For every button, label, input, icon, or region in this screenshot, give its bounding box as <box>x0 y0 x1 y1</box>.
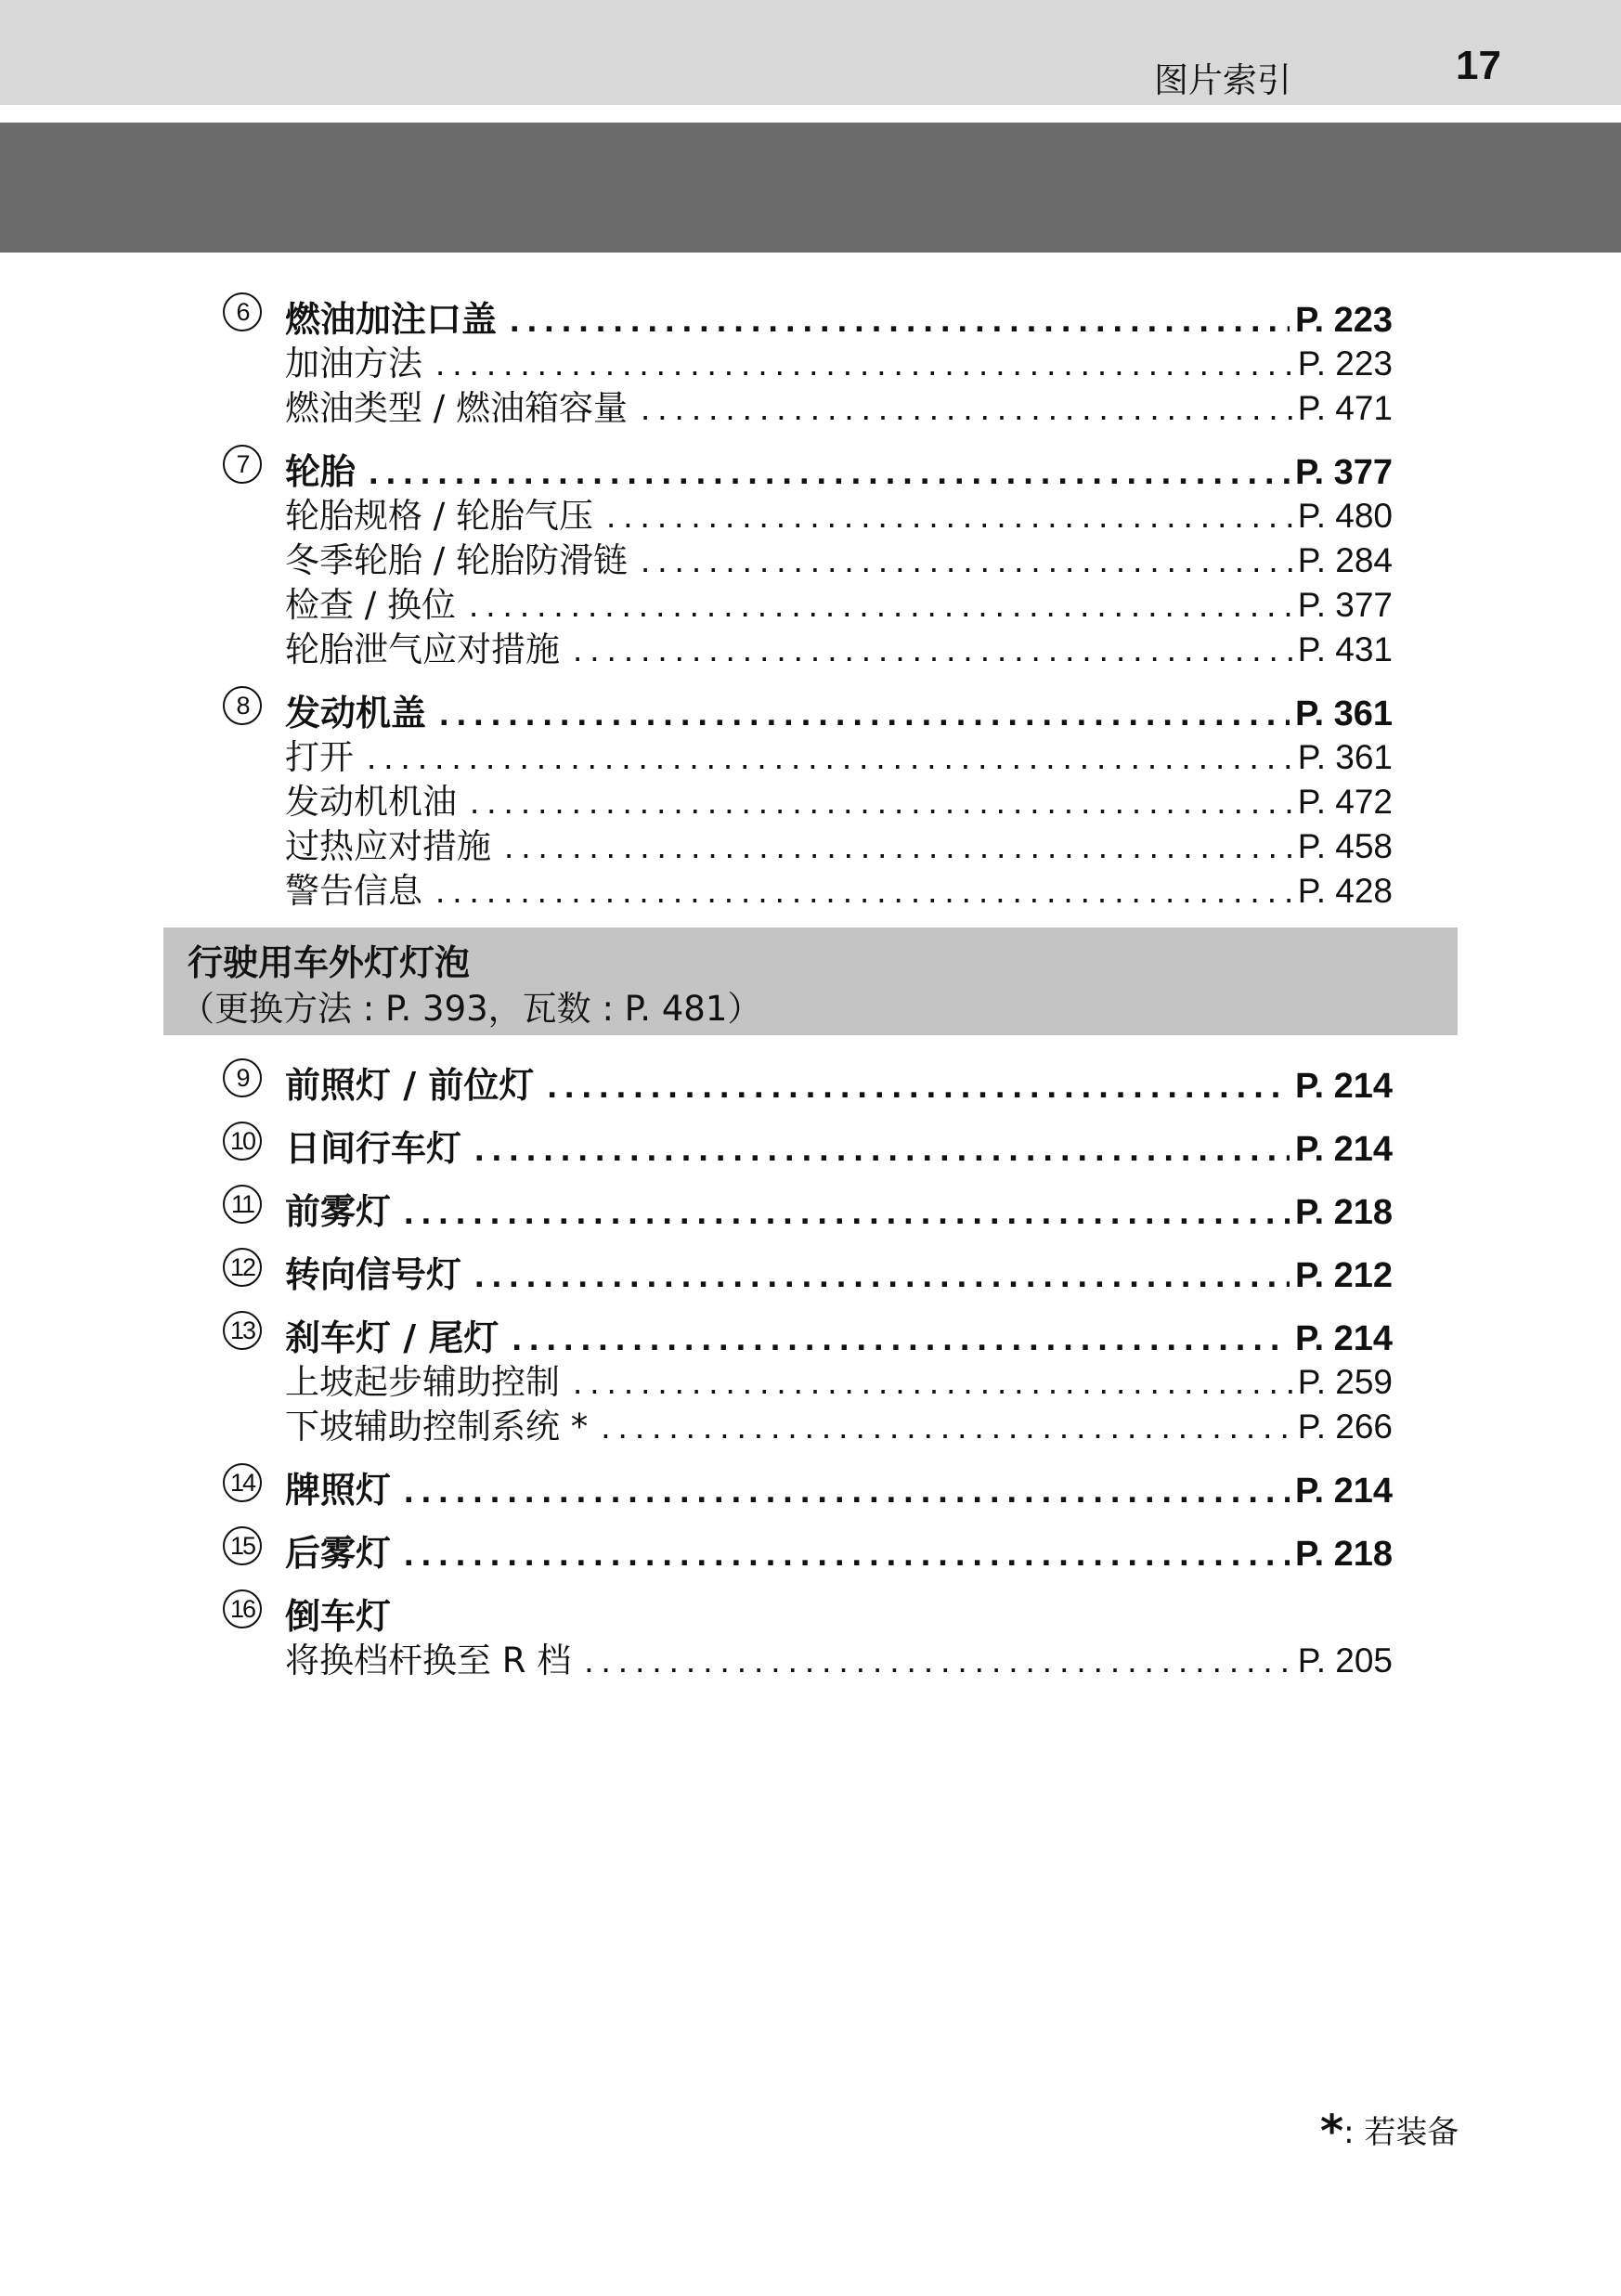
page-reference: P. 361 <box>1297 738 1393 776</box>
item-number-badge: 9 <box>223 1058 262 1097</box>
footnote-star: * <box>1320 2106 1344 2158</box>
page-reference: P. 214 <box>1295 1130 1393 1169</box>
page-reference: P. 214 <box>1295 1472 1393 1511</box>
section-subtitle: （更换方法 : P. 393，瓦数 : P. 481） <box>180 989 762 1029</box>
subentry-label: 将换档杆换至 R 档 <box>285 1641 572 1680</box>
dot-leader <box>367 738 1292 777</box>
index-subentry <box>223 380 1393 430</box>
page-reference: P. 214 <box>1295 1319 1393 1358</box>
dot-leader <box>404 1535 1290 1575</box>
index-entry <box>223 1246 1393 1297</box>
page-reference: P. 223 <box>1297 344 1393 383</box>
page-reference: P. 205 <box>1297 1641 1393 1680</box>
subentry-label: 警告信息 <box>285 871 422 911</box>
dot-leader <box>606 497 1292 536</box>
subentry-label: 打开 <box>285 737 354 777</box>
page-reference: P. 431 <box>1297 630 1393 668</box>
dot-leader <box>504 827 1292 866</box>
subentry-label: 冬季轮胎 / 轮胎防滑链 <box>285 540 628 580</box>
dot-leader <box>601 1407 1292 1446</box>
page-reference: P. 223 <box>1295 301 1393 340</box>
page-reference: P. 471 <box>1297 389 1393 427</box>
page-reference: P. 266 <box>1297 1407 1393 1446</box>
index-subentry <box>223 1398 1393 1448</box>
item-number-badge: 13 <box>223 1311 262 1350</box>
page-reference: P. 214 <box>1295 1067 1393 1106</box>
dot-leader <box>474 1130 1290 1170</box>
dot-leader <box>435 872 1292 911</box>
entry-label: 发动机盖 <box>285 693 427 733</box>
subentry-label: 轮胎规格 / 轮胎气压 <box>285 496 593 536</box>
index-entry <box>223 1057 1393 1108</box>
index-entry <box>223 684 1393 735</box>
dot-leader <box>573 630 1292 669</box>
index-entry <box>223 443 1393 494</box>
entry-label: 后雾灯 <box>285 1533 392 1574</box>
index-entry <box>223 1461 1393 1512</box>
header-band <box>0 0 1621 105</box>
index-entry <box>223 1524 1393 1576</box>
page-reference: P. 472 <box>1297 783 1393 821</box>
item-number-badge: 14 <box>223 1463 262 1502</box>
subentry-label: 过热应对措施 <box>285 826 491 866</box>
index-subentry <box>223 621 1393 671</box>
dot-leader <box>641 541 1292 580</box>
page-reference: P. 377 <box>1297 586 1393 624</box>
page-reference: P. 428 <box>1297 872 1393 910</box>
page-reference: P. 259 <box>1297 1363 1393 1401</box>
entry-label: 前雾灯 <box>285 1191 392 1232</box>
subentry-label: 检查 / 换位 <box>285 585 456 625</box>
entry-label: 刹车灯 / 尾灯 <box>285 1317 499 1358</box>
entry-label: 轮胎 <box>285 451 357 492</box>
index-subentry <box>223 1354 1393 1404</box>
index-subentry <box>223 1632 1393 1682</box>
index-entry <box>223 1309 1393 1360</box>
dot-leader <box>469 586 1292 625</box>
page-reference: P. 480 <box>1297 497 1393 535</box>
dot-leader <box>641 389 1292 428</box>
page-number: 17 <box>1456 43 1501 88</box>
index-subentry <box>223 487 1393 538</box>
entry-label: 燃油加注口盖 <box>285 299 498 340</box>
item-number-badge: 12 <box>223 1248 262 1287</box>
item-number-badge: 15 <box>223 1526 262 1565</box>
page-reference: P. 377 <box>1295 453 1393 492</box>
footnote <box>1320 2106 1459 2158</box>
page-reference: P. 212 <box>1295 1256 1393 1295</box>
page-reference: P. 284 <box>1297 541 1393 579</box>
item-number-badge: 8 <box>223 686 262 725</box>
entry-label: 倒车灯 <box>285 1596 392 1637</box>
entry-label: 前照灯 / 前位灯 <box>285 1065 535 1106</box>
page-reference: P. 218 <box>1295 1193 1393 1232</box>
dot-leader <box>404 1193 1290 1233</box>
dot-leader <box>470 783 1292 822</box>
item-number-badge: 16 <box>223 1589 262 1628</box>
item-number-badge: 7 <box>223 445 262 484</box>
page-reference: P. 458 <box>1297 827 1393 865</box>
index-subentry <box>223 773 1393 824</box>
subentry-label: 上坡起步辅助控制 <box>285 1362 560 1402</box>
dot-leader <box>584 1641 1292 1680</box>
dot-leader <box>474 1256 1290 1296</box>
dot-leader <box>547 1067 1290 1107</box>
section-title: 行驶用车外灯灯泡 <box>188 942 471 983</box>
item-number-badge: 6 <box>223 292 262 331</box>
item-number-badge: 11 <box>223 1185 262 1224</box>
dot-leader <box>435 344 1292 383</box>
index-entry <box>223 1120 1393 1171</box>
subentry-label: 轮胎泄气应对措施 <box>285 629 560 669</box>
dot-leader <box>404 1472 1290 1511</box>
index-subentry <box>223 532 1393 582</box>
subentry-label: 发动机机油 <box>285 782 457 822</box>
index-subentry <box>223 335 1393 385</box>
chapter-band <box>0 123 1621 253</box>
page-reference: P. 218 <box>1295 1535 1393 1574</box>
index-subentry <box>223 577 1393 627</box>
index-subentry <box>223 818 1393 868</box>
entry-label: 日间行车灯 <box>285 1128 462 1169</box>
item-number-badge: 10 <box>223 1122 262 1161</box>
dot-leader <box>573 1363 1292 1402</box>
index-entry <box>223 291 1393 342</box>
entry-label: 转向信号灯 <box>285 1254 462 1295</box>
page-reference: P. 361 <box>1295 694 1393 733</box>
index-entry <box>223 1588 1393 1639</box>
footnote-text: : 若装备 <box>1343 2114 1459 2151</box>
index-entry <box>223 1183 1393 1234</box>
index-subentry <box>223 729 1393 779</box>
subentry-label: 燃油类型 / 燃油箱容量 <box>285 388 628 428</box>
header-title: 图片索引 <box>1154 60 1291 100</box>
subentry-label: 加油方法 <box>285 344 422 383</box>
index-subentry <box>223 863 1393 913</box>
entry-label: 牌照灯 <box>285 1470 392 1511</box>
subentry-label: 下坡辅助控制系统 * <box>285 1407 589 1446</box>
